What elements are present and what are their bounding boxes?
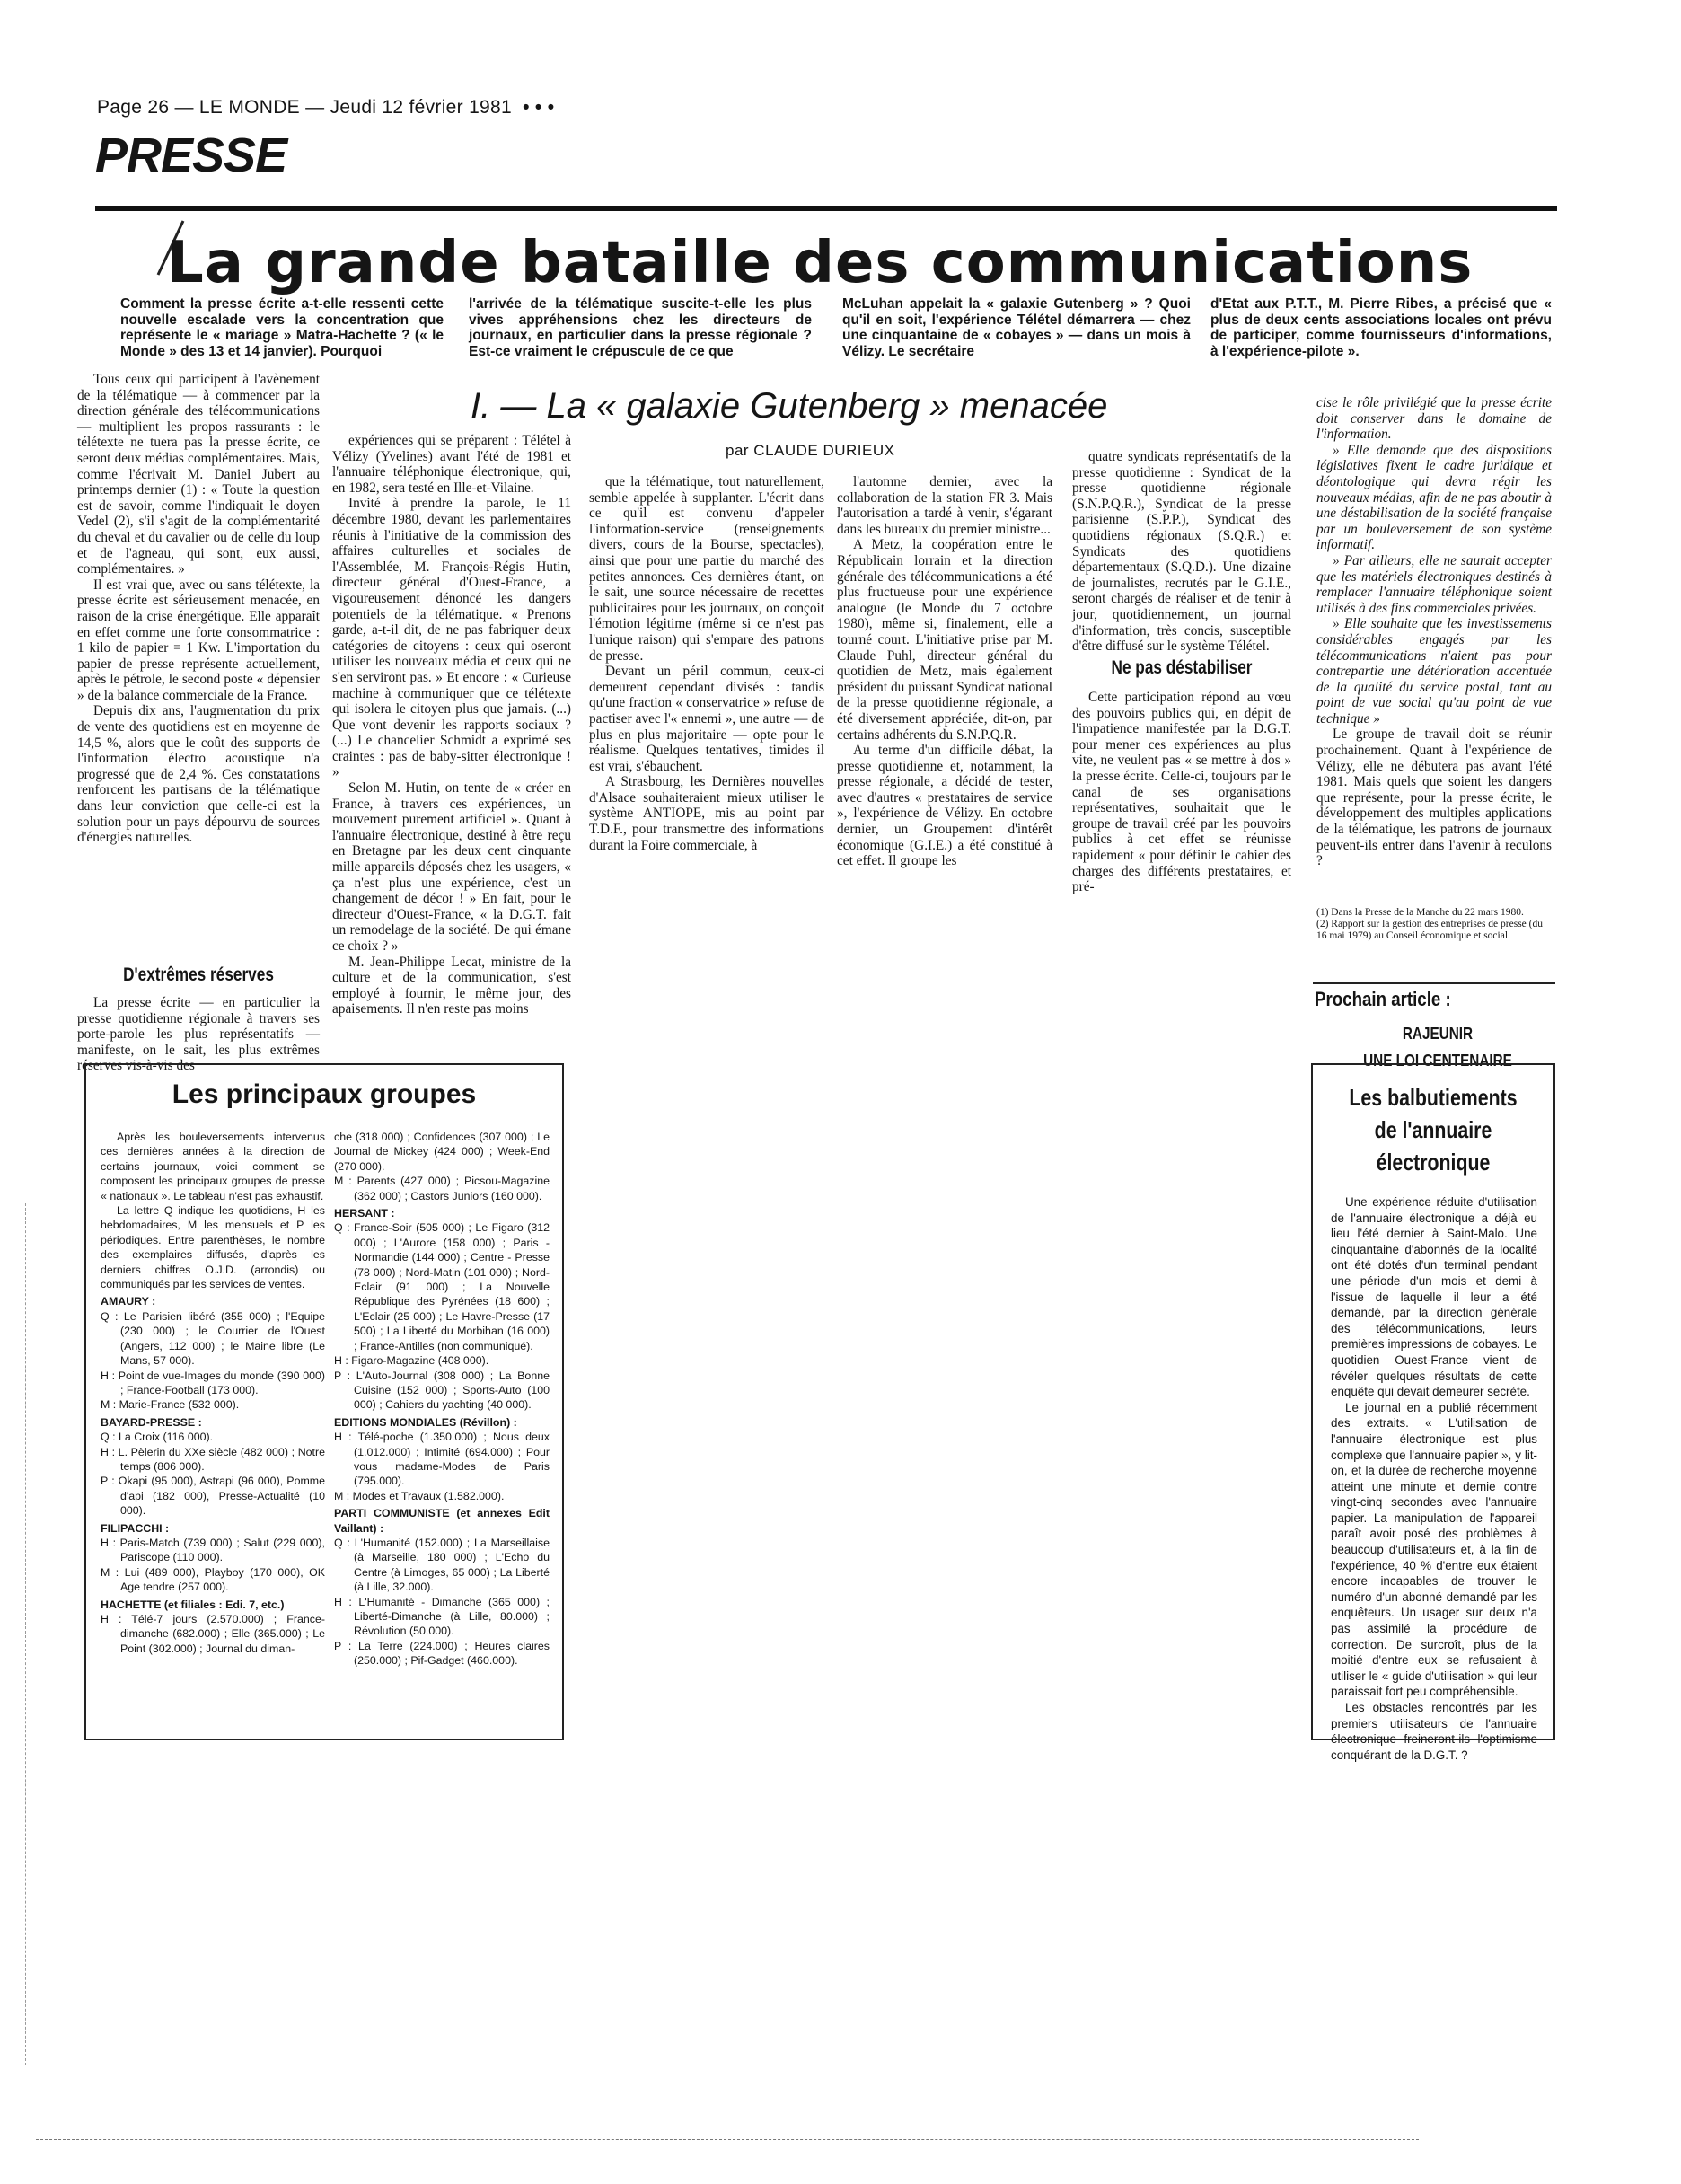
paragraph: M. Jean-Philippe Lecat, ministre de la culture et de la communication, s'est employé à fournir, le même jour, des apaisements. Il n'en reste pas moins (332, 954, 571, 1017)
next-article-title-line: RAJEUNIR (1402, 1025, 1474, 1043)
footnotes (1316, 907, 1552, 942)
page-header (97, 97, 554, 119)
group-entry: M : Parents (427 000) ; Picsou-Magazine (362 000) ; Castors Juniors (160 000). (334, 1175, 550, 1202)
paragraph: Au terme d'un difficile débat, la presse quotidienne et, notamment, la presse régionale, a décidé de tester, avec d'autres « prestataires de service », l'expérience de Vélizy. En octobre dernier, un Groupement d'intérêt économique (G.I.E.) a été constitué à cet effet. Il groupe les (837, 743, 1052, 869)
paragraph: La presse écrite — en particulier la presse quotidienne régionale à travers ses porte-parole les plus représentatifs — manifeste, on le sait, les plus extrêmes réserves vis-à-vis des (77, 995, 320, 1074)
paragraph: Devant un péril commun, ceux-ci demeurent cependant divisés : tandis qu'une fraction « conservatrice » refuse de pactiser avec l'« ennemi », une autre — de plus en plus majoritaire — opte pour le réalisme. Quelques tentatives, timides il est vrai, s'ébauchent. (589, 664, 824, 774)
next-article-rule (1313, 982, 1555, 984)
group-entry: H : Télé-7 jours (2.570.000) ; France-dimanche (682.000) ; Elle (365.000) ; Le Point (302.000) ; Journal du diman- (101, 1613, 325, 1655)
paragraph: A Metz, la coopération entre le Républicain lorrain et la direction générale des télécommunications a été plus fructueuse pour une expérience analogue (le Monde du 7 octobre 1980), même si, finalement, elle a tourné court. L'initiative prise par M. Claude Puhl, directeur général du quotidien de Metz, mais également président du puissant Syndicat national de la presse quotidienne régionale, a été diversement appréciée, dit-on, par certains adhérents du S.N.P.Q.R. (837, 537, 1052, 743)
byline: par CLAUDE DURIEUX (726, 442, 895, 459)
groups-col-2 (334, 1130, 550, 1669)
article-column-6 (1316, 395, 1552, 869)
chapo-part-2: l'arrivée de la télématique suscite-t-elle les plus vives appréhensions chez les directeurs de journaux, en particulier dans la presse régionale ? Est-ce vraiment le crépuscule de ce que (469, 296, 812, 359)
rubric-rule (95, 206, 1557, 211)
paragraph: Invité à prendre la parole, le 11 décembre 1980, devant les parlementaires réunis à l'initiative de la commission des affaires culturelles et sociales de l'Assemblée, M. François-Régis Hutin, directeur général d'Ouest-France, a vigoureusement dénoncé les dangers potentiels de la télématique. « Prenons garde, a-t-il dit, de ne pas fabriquer deux catégories de citoyens : ceux qui oseront utiliser les nouveaux média et ceux qui ne s'en serviront pas. » Et encore : « Curieuse machine à communiquer que ce télétexte qui isolera le citoyen plus que jamais. (...) Que vont devenir les rapports sociaux ? (...) Le chancelier Schmidt a exprimé ses craintes : pas de baby-sitter électronique ! » (332, 496, 571, 780)
next-article-title-line: UNE LOI CENTENAIRE (1363, 1052, 1512, 1070)
side-box-title-line: électronique (1376, 1149, 1491, 1176)
paragraph: Les obstacles rencontrés par les premiers utilisateurs de l'annuaire électronique freineront-ils l'optimisme conquérant de la D.G.T. ? (1331, 1701, 1537, 1762)
article-column-4 (837, 474, 1052, 869)
article-column-1 (77, 372, 320, 846)
groups-box-title: Les principaux groupes (172, 1079, 477, 1109)
group-entry-continued: che (318 000) ; Confidences (307 000) ; Le Journal de Mickey (424 000) ; Week-End (270 000). (334, 1131, 550, 1173)
paragraph: Depuis dix ans, l'augmentation du prix de vente des quotidiens est en moyenne de 14,5 %, alors que le coût des supports de l'information électro acoustique n'a progressé que de 2,4 %. Ces constatations renforcent les partisans de la télématique dans leur conviction que celle-ci est la solution pour un pays dépourvu de sources d'énergies naturelles. (77, 703, 320, 846)
group-entry: M : Marie-France (532 000). (101, 1398, 240, 1412)
group-entry: Q : Le Parisien libéré (355 000) ; l'Equipe (230 000) ; le Courrier de l'Ouest (Angers, 112 000) ; le Maine libre (Le Mans, 57 000). (101, 1309, 325, 1368)
side-box-title-line: Les balbutiements (1349, 1084, 1518, 1111)
side-box-title-line: de l'annuaire (1374, 1116, 1492, 1143)
subheading-reserves: D'extrêmes réserves (123, 964, 274, 985)
group-entry: P : Okapi (95 000), Astrapi (96 000), Pomme d'api (182 000), Presse-Actualité (10 000). (101, 1475, 325, 1518)
paragraph: que la télématique, tout naturellement, semble appelée à supplanter. L'écrit dans ce qu'il est convenu d'appeler l'information-service (renseignements divers, cours de la Bourse, spectacles), ainsi que pour une partie du marché des petites annonces. Ces dernières étant, on le sait, une source nécessaire de recettes publicitaires pour les journaux, on conçoit l'émotion légitime (même si ce n'est pas l'unique raison) qui s'empare des patrons de presse. (589, 474, 824, 664)
article-title: I. — La « galaxie Gutenberg » menacée (471, 386, 1108, 426)
group-name: AMAURY : (101, 1295, 156, 1308)
groups-col-1 (101, 1130, 325, 1656)
next-article-label: Prochain article : (1315, 988, 1451, 1010)
paragraph: l'automne dernier, avec la collaboration de la station FR 3. Mais l'autorisation a tardé à venir, s'égarant dans les bureaux du premier ministre... (837, 474, 1052, 537)
group-name: EDITIONS MONDIALES (Révillon) : (334, 1415, 517, 1429)
group-name: HERSANT : (334, 1207, 395, 1220)
groups-intro: Après les bouleversements intervenus ces dernières années à la direction de certains journaux, voici comment se composent les principaux groupes de presse « nationaux ». Le tableau n'est pas exhaustif. (101, 1131, 325, 1202)
article-column-3 (589, 474, 824, 853)
article-column-2 (332, 433, 571, 1017)
group-name: FILIPACCHI : (101, 1521, 170, 1535)
article-column-5b (1072, 690, 1291, 895)
article-column-1b (77, 995, 320, 1074)
group-entry: H : L'Humanité - Dimanche (365 000) ; Liberté-Dimanche (à Lille, 80.000) ; Révolution (50.000). (334, 1595, 550, 1638)
paragraph: quatre syndicats représentatifs de la presse quotidienne : Syndicat de la presse quotidienne régionale (S.N.P.Q.R.), Syndicat de la presse parisienne (S.P.P.), Syndicat des quotidiens régionaux (S.Q.R.) et Syndicats des quotidiens départementaux (S.Q.D.). Une dizaine de journalistes, recrutés par le G.I.E., seront chargés de réaliser et de tenir à jour, quotidiennement, un journal d'information, très concis, susceptible d'être diffusé sur le système Télétel. (1072, 449, 1291, 655)
group-name: PARTI COMMUNISTE (et annexes Edit Vaillant) : (334, 1507, 550, 1535)
header-line: Page 26 — LE MONDE — Jeudi 12 février 1981 (97, 97, 512, 118)
group-entry: Q : La Croix (116 000). (101, 1431, 214, 1444)
paragraph: Le journal en a publié récemment des extraits. « L'utilisation de l'annuaire électronique est plus complexe que l'annuaire papier », y lit-on, et la durée de recherche moyenne atteint une minute et demie contre vingt-cinq secondes avec l'annuaire papier. La manipulation de l'appareil paraît avoir posé des problèmes à beaucoup d'utilisateurs et, à la fin de l'expérience, 40 % d'entre eux étaient encore incapables de trouver le numéro d'un abonné demandé par les enquêteurs. Un usager sur deux n'a pas assimilé la procédure de correction. De surcroît, plus de la moitié d'entre eux se refusaient à utiliser le « guide d'utilisation » qui leur paraissait fort peu compréhensible. (1331, 1400, 1537, 1699)
group-entry: H : L. Pèlerin du XXe siècle (482 000) ; Notre temps (806 000). (101, 1445, 325, 1473)
side-box-text (1331, 1194, 1537, 1763)
group-entry: Q : France-Soir (505 000) ; Le Figaro (312 000) ; L'Aurore (158 000) ; Paris - Normandie (144 000) ; Centre - Presse (78 000) ; Nord-Matin (101 000) ; Nord-Eclair (91 000) ; La Nouvelle République des Pyrénées (18 600) ; L'Eclair (25 000) ; Le Havre-Presse (17 500) ; La Liberté du Morbihan (16 000) ; France-Antilles (non communiqué). (334, 1221, 550, 1352)
paragraph: Une expérience réduite d'utilisation de l'annuaire électronique a déjà eu lieu l'été dernier à Saint-Malo. Une cinquantaine d'abonnés de la localité ont été dotés d'un terminal pendant une période d'un mois et demi à l'issue de laquelle il leur a été demandé, par la direction générale des télécommunications, leurs premières impressions de cobayes. Le quotidien Ouest-France vient de révéler quelques résultats de cette enquête qui devait demeurer secrète. (1331, 1195, 1537, 1399)
paragraph: cise le rôle privilégié que la presse écrite doit conserver dans le domaine de l'information. (1316, 395, 1552, 443)
group-entry: M : Lui (489 000), Playboy (170 000), OK Age tendre (257 000). (101, 1565, 325, 1594)
chapo-part-3: McLuhan appelait la « galaxie Gutenberg » ? Quoi qu'il en soit, l'expérience Télétel démarrera — chez une cinquantaine de « cobayes » — dans un mois à Vélizy. Le secrétaire (842, 296, 1191, 359)
paragraph: Selon M. Hutin, on tente de « créer en France, à travers ces expériences, un mouvement purement artificiel ». Quant à l'annuaire électronique, destiné à être reçu en Bretagne par les deux cent cinquante mille appareils déposés chez les usagers, « ça n'est plus une expérience, c'est un changement de décor ! » En fait, pour le directeur d'Ouest-France, « la D.G.T. fait un remodelage de la société. De qui émane ce choix ? » (332, 780, 571, 954)
paragraph: Le groupe de travail doit se réunir prochainement. Quant à l'expérience de Vélizy, elle ne débutera pas avant l'été 1981. Mais quels que soient les dangers que représente, pour la presse écrite, le développement des multiples applications de la télématique, les patrons de journaux peuvent-ils entrer dans l'avenir à reculons ? (1316, 727, 1552, 869)
group-entry: P : L'Auto-Journal (308 000) ; La Bonne Cuisine (152 000) ; Sports-Auto (100 000) ; Cahiers du yachting (40 000). (334, 1369, 550, 1412)
margin-line (25, 1203, 26, 2065)
paragraph: Tous ceux qui participent à l'avènement de la télématique — à commencer par la direction générale des télécommunications — multiplient les propos rassurants : le télétexte ne tuera pas la presse écrite, ce seront deux médias complémentaires. Mais, comme l'écrivait M. Daniel Jubert au printemps dernier (1) : « Toute la question est de savoir, comme l'indiquait le doyen Vedel (2), s'il s'agit de la complémentarité du cheval et du cavalier ou de celle du loup et de l'agneau, qui sont, eux aussi, complémentaires. » (77, 372, 320, 577)
chapo-part-4: d'Etat aux P.T.T., M. Pierre Ribes, a précisé que « plus de deux cents associations locales ont prévu de participer, comme fournisseurs d'informations, à l'expérience-pilote ». (1210, 296, 1552, 359)
group-entry: H : Paris-Match (739 000) ; Salut (229 000), Pariscope (110 000). (101, 1536, 325, 1564)
paragraph: » Par ailleurs, elle ne saurait accepter que les matériels électroniques destinés à remplacer l'annuaire téléphonique soient utilisés à des fins commerciales privées. (1316, 552, 1552, 616)
paragraph: expériences qui se préparent : Télétel à Vélizy (Yvelines) avant l'été de 1981 et l'annuaire téléphonique électronique, qui, en 1982, sera testé en Ille-et-Vilaine. (332, 433, 571, 496)
group-entry: H : Point de vue-Images du monde (390 000) ; France-Football (173 000). (101, 1369, 325, 1396)
side-box-title (1334, 1081, 1532, 1178)
chapo-part-1: Comment la presse écrite a-t-elle ressenti cette nouvelle escalade vers la concentration que représente le « mariage » Matra-Hachette ? (« le Monde » des 13 et 14 janvier). Pourquoi (120, 296, 444, 359)
side-box (1311, 1063, 1555, 1762)
paragraph: » Elle souhaite que les investissements considérables engagés par les télécommunications n'aient pas pour contrepartie une détérioration accentuée de la qualité du service postal, tant au point de vue social qu'au point de vue technique » (1316, 616, 1552, 727)
paragraph: A Strasbourg, les Dernières nouvelles d'Alsace souhaiteraient mieux utiliser le système ANTIOPE, mis au point par T.D.F., pour transmettre des informations durant la Foire commerciale, à (589, 774, 824, 853)
paragraph: Cette participation répond au vœu des pouvoirs publics qui, en dépit de l'impatience manifestée par la D.G.T. pour mener ces expériences au plus vite, ne veulent pas « se mettre à dos » la presse écrite. Celle-ci, toujours par le canal de ses organisations représentatives, souhaitait que le groupe de travail créé par les pouvoirs publics à cet effet se réunisse rapidement « pour définir le cahier des charges des différents prestataires, et pré- (1072, 690, 1291, 895)
paragraph: » Elle demande que des dispositions législatives fixent le cadre juridique et déontologique qui devra régir les nouveaux médias, afin de ne pas aboutir à une déstabilisation de la société française par un bouleversement de son système informatif. (1316, 442, 1552, 553)
paragraph: Il est vrai que, avec ou sans télétexte, la presse écrite est sérieusement menacée, en raison de la crise énergétique. Elle apparaît en effet comme une forte consommatrice : 1 kilo de papier = 1 Kw. L'importation du papier de presse représente actuellement, après le pétrole, le second poste « dépensier » de la balance commerciale de la France. (77, 577, 320, 703)
group-entry: M : Modes et Travaux (1.582.000). (334, 1489, 505, 1502)
footnote: (2) Rapport sur la gestion des entreprises de presse (du 16 mai 1979) au Conseil économique et social. (1316, 919, 1543, 941)
section-rubric: PRESSE (95, 128, 287, 182)
group-entry: P : La Terre (224.000) ; Heures claires (250.000) ; Pif-Gadget (460.000). (334, 1639, 550, 1668)
group-name: HACHETTE (et filiales : Edi. 7, etc.) (101, 1598, 285, 1611)
fold-line (36, 2139, 1419, 2140)
group-entry: H : Figaro-Magazine (408 000). (334, 1354, 489, 1368)
group-name: BAYARD-PRESSE : (101, 1415, 202, 1429)
group-entry: H : Télé-poche (1.350.000) ; Nous deux (1.012.000) ; Intimité (694.000) ; Pour vous madame-Modes de Paris (795.000). (334, 1431, 550, 1488)
footnote: (1) Dans la Presse de la Manche du 22 mars 1980. (1316, 907, 1524, 918)
groups-intro: La lettre Q indique les quotidiens, H les hebdomadaires, M les mensuels et P les périodiques. Entre parenthèses, le nombre des exemplaires diffusés, d'après les derniers chiffres O.J.D. (arrondis) ou communiqués par les services de ventes. (101, 1204, 325, 1291)
header-dots: • • • (523, 97, 555, 118)
main-headline: La grande bataille des communications (167, 230, 1474, 296)
group-entry: Q : L'Humanité (152.000) ; La Marseillaise (à Marseille, 180 000) ; L'Echo du Centre (à Limoges, 65 000) ; La Liberté (à Lille, 32.000). (334, 1536, 550, 1594)
subheading-destabiliser: Ne pas déstabiliser (1111, 657, 1253, 678)
article-column-5 (1072, 449, 1291, 655)
groups-box (84, 1063, 564, 1740)
